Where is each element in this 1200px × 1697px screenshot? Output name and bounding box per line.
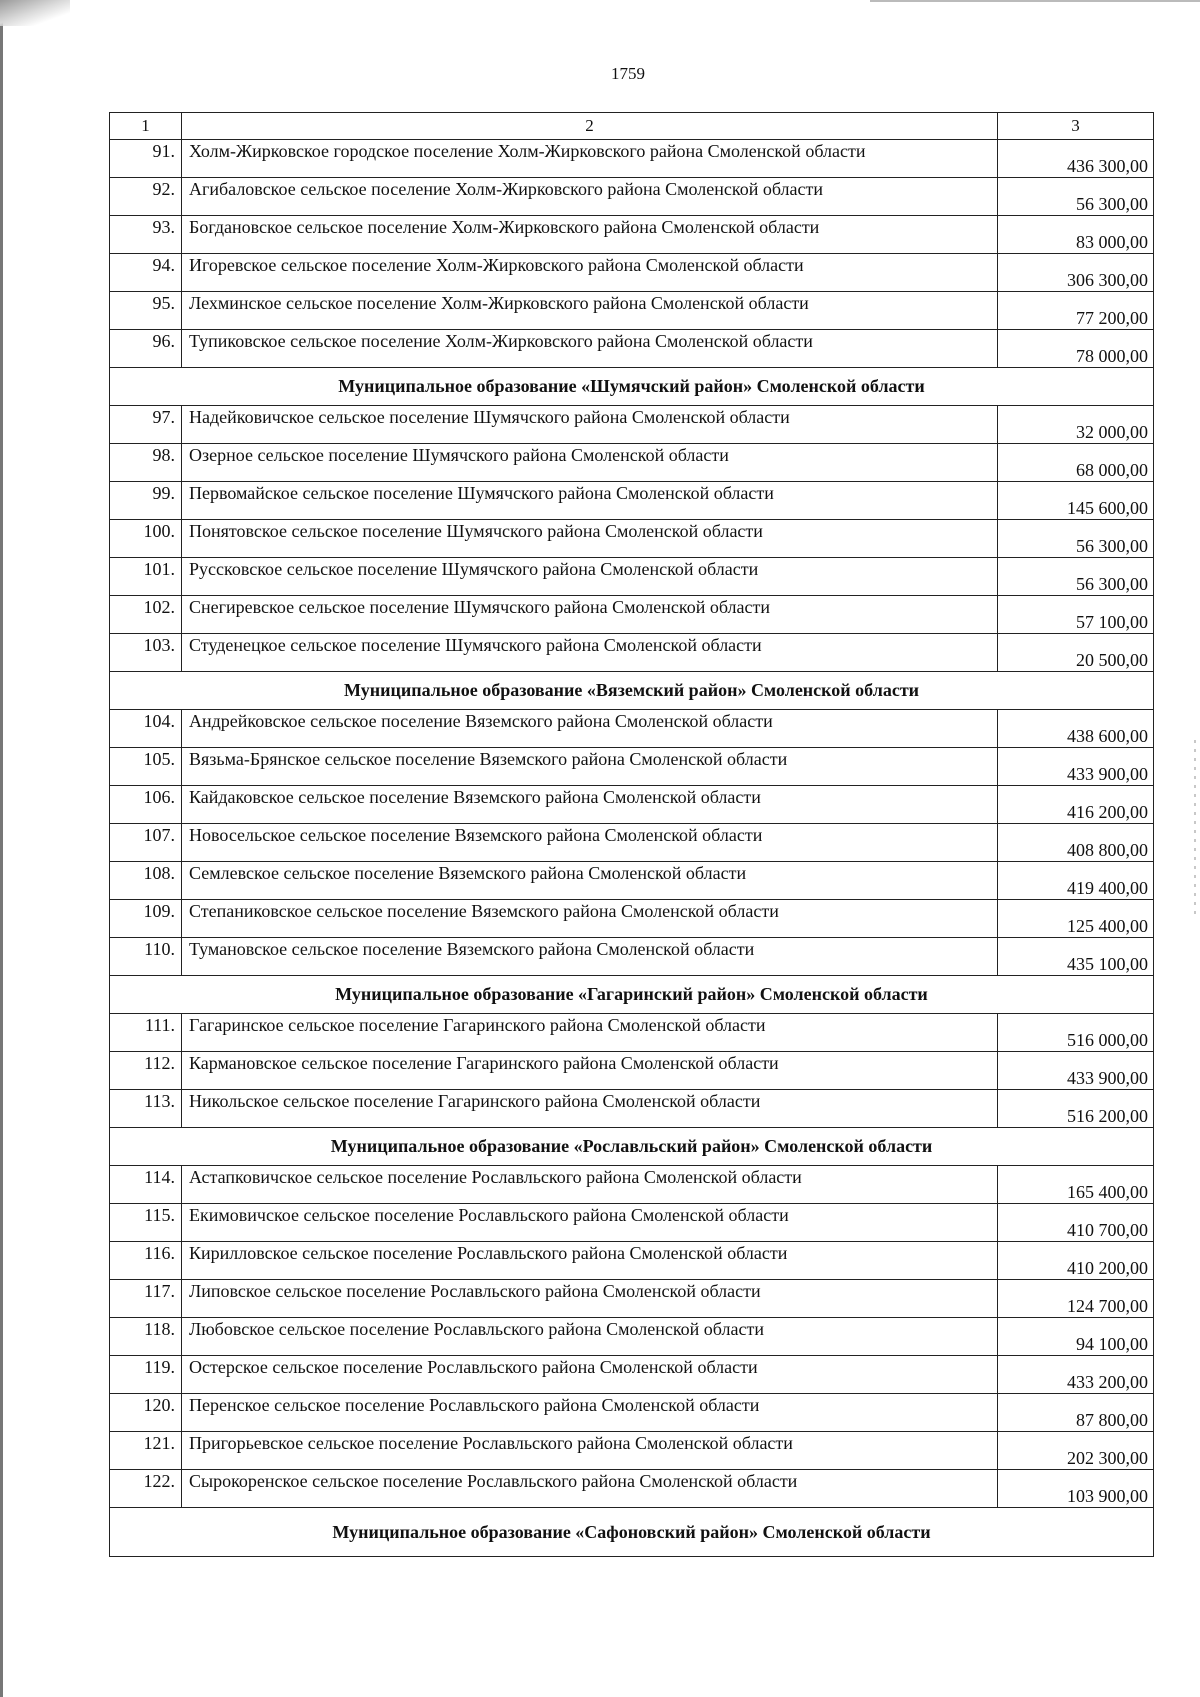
- scan-corner: [0, 0, 70, 26]
- row-number: 95.: [110, 292, 182, 330]
- row-number: 91.: [110, 140, 182, 178]
- settlement-name: Холм-Жирковское городское поселение Холм-Жирковского района Смоленской области: [182, 140, 998, 178]
- amount-value: 83 000,00: [998, 216, 1154, 254]
- settlement-name: Студенецкое сельское поселение Шумячского района Смоленской области: [182, 634, 998, 672]
- amount-value: 124 700,00: [998, 1280, 1154, 1318]
- row-number: 113.: [110, 1090, 182, 1128]
- amount-value: 433 200,00: [998, 1356, 1154, 1394]
- settlement-name: Любовское сельское поселение Рославльского района Смоленской области: [182, 1318, 998, 1356]
- row-number: 114.: [110, 1166, 182, 1204]
- table-header-row: [110, 113, 1154, 140]
- row-number: 97.: [110, 406, 182, 444]
- settlement-name: Степаниковское сельское поселение Вяземского района Смоленской области: [182, 900, 998, 938]
- settlement-name: Кайдаковское сельское поселение Вяземского района Смоленской области: [182, 786, 998, 824]
- table-row: [110, 596, 1154, 634]
- amount-value: 77 200,00: [998, 292, 1154, 330]
- settlement-name: Семлевское сельское поселение Вяземского района Смоленской области: [182, 862, 998, 900]
- amount-value: 433 900,00: [998, 748, 1154, 786]
- table-row: [110, 558, 1154, 596]
- table-row: [110, 1014, 1154, 1052]
- settlement-name: Пригорьевское сельское поселение Рославльского района Смоленской области: [182, 1432, 998, 1470]
- table-row: [110, 140, 1154, 178]
- table-row: [110, 1280, 1154, 1318]
- amount-value: 433 900,00: [998, 1052, 1154, 1090]
- table-body: [110, 113, 1154, 1557]
- table-row: [110, 862, 1154, 900]
- amount-value: 145 600,00: [998, 482, 1154, 520]
- settlement-name: Тумановское сельское поселение Вяземского района Смоленской области: [182, 938, 998, 976]
- scan-top-line: [870, 0, 1200, 2]
- amount-value: 438 600,00: [998, 710, 1154, 748]
- row-number: 109.: [110, 900, 182, 938]
- settlement-name: Игоревское сельское поселение Холм-Жирковского района Смоленской области: [182, 254, 998, 292]
- amount-value: 202 300,00: [998, 1432, 1154, 1470]
- table-row: [110, 1204, 1154, 1242]
- settlement-name: Кармановское сельское поселение Гагаринского района Смоленской области: [182, 1052, 998, 1090]
- amount-value: 435 100,00: [998, 938, 1154, 976]
- table-row: [110, 330, 1154, 368]
- table-row: [110, 1090, 1154, 1128]
- table-row: [110, 748, 1154, 786]
- amount-value: 408 800,00: [998, 824, 1154, 862]
- table-row: [110, 520, 1154, 558]
- amount-value: 125 400,00: [998, 900, 1154, 938]
- column-header-1: 1: [110, 113, 182, 140]
- section-heading: Муниципальное образование «Рославльский район» Смоленской области: [110, 1128, 1154, 1166]
- row-number: 117.: [110, 1280, 182, 1318]
- table-row: [110, 444, 1154, 482]
- row-number: 115.: [110, 1204, 182, 1242]
- settlement-name: Гагаринское сельское поселение Гагаринского района Смоленской области: [182, 1014, 998, 1052]
- amount-value: 68 000,00: [998, 444, 1154, 482]
- amount-value: 103 900,00: [998, 1470, 1154, 1508]
- row-number: 116.: [110, 1242, 182, 1280]
- table-row: [110, 292, 1154, 330]
- settlement-name: Кирилловское сельское поселение Рославльского района Смоленской области: [182, 1242, 998, 1280]
- section-heading: Муниципальное образование «Гагаринский район» Смоленской области: [110, 976, 1154, 1014]
- table-row: [110, 406, 1154, 444]
- table-row: [110, 216, 1154, 254]
- row-number: 119.: [110, 1356, 182, 1394]
- section-heading: Муниципальное образование «Сафоновский район» Смоленской области: [110, 1508, 1154, 1557]
- table-row: [110, 710, 1154, 748]
- row-number: 102.: [110, 596, 182, 634]
- table-row: [110, 786, 1154, 824]
- table-row: [110, 824, 1154, 862]
- settlement-name: Липовское сельское поселение Рославльского района Смоленской области: [182, 1280, 998, 1318]
- settlement-name: Никольское сельское поселение Гагаринского района Смоленской области: [182, 1090, 998, 1128]
- settlement-name: Снегиревское сельское поселение Шумячского района Смоленской области: [182, 596, 998, 634]
- section-heading-row: [110, 1508, 1154, 1557]
- table-row: [110, 900, 1154, 938]
- amount-value: 416 200,00: [998, 786, 1154, 824]
- document-table: [109, 112, 1154, 1557]
- row-number: 94.: [110, 254, 182, 292]
- settlement-name: Сырокоренское сельское поселение Рославльского района Смоленской области: [182, 1470, 998, 1508]
- row-number: 112.: [110, 1052, 182, 1090]
- section-heading: Муниципальное образование «Вяземский район» Смоленской области: [110, 672, 1154, 710]
- amount-value: 419 400,00: [998, 862, 1154, 900]
- table-row: [110, 1166, 1154, 1204]
- settlement-name: Тупиковское сельское поселение Холм-Жирковского района Смоленской области: [182, 330, 998, 368]
- row-number: 111.: [110, 1014, 182, 1052]
- row-number: 98.: [110, 444, 182, 482]
- column-header-3: 3: [998, 113, 1154, 140]
- scan-edge-left: [0, 0, 3, 1697]
- settlement-name: Остерское сельское поселение Рославльского района Смоленской области: [182, 1356, 998, 1394]
- amount-value: 57 100,00: [998, 596, 1154, 634]
- amount-value: 165 400,00: [998, 1166, 1154, 1204]
- row-number: 104.: [110, 710, 182, 748]
- section-heading-row: [110, 976, 1154, 1014]
- section-heading-row: [110, 1128, 1154, 1166]
- amount-value: 516 000,00: [998, 1014, 1154, 1052]
- table-row: [110, 1432, 1154, 1470]
- settlement-name: Вязьма-Брянское сельское поселение Вяземского района Смоленской области: [182, 748, 998, 786]
- row-number: 118.: [110, 1318, 182, 1356]
- settlement-name: Лехминское сельское поселение Холм-Жирковского района Смоленской области: [182, 292, 998, 330]
- settlement-name: Надейковичское сельское поселение Шумячского района Смоленской области: [182, 406, 998, 444]
- table-row: [110, 634, 1154, 672]
- table-row: [110, 1394, 1154, 1432]
- table-row: [110, 1052, 1154, 1090]
- row-number: 110.: [110, 938, 182, 976]
- settlement-name: Руссковское сельское поселение Шумячского района Смоленской области: [182, 558, 998, 596]
- settlement-name: Агибаловское сельское поселение Холм-Жирковского района Смоленской области: [182, 178, 998, 216]
- table-row: [110, 1318, 1154, 1356]
- settlement-name: Озерное сельское поселение Шумячского района Смоленской области: [182, 444, 998, 482]
- table-row: [110, 254, 1154, 292]
- settlement-name: Астапковичское сельское поселение Рославльского района Смоленской области: [182, 1166, 998, 1204]
- row-number: 122.: [110, 1470, 182, 1508]
- row-number: 99.: [110, 482, 182, 520]
- row-number: 92.: [110, 178, 182, 216]
- settlement-name: Екимовичское сельское поселение Рославльского района Смоленской области: [182, 1204, 998, 1242]
- amount-value: 436 300,00: [998, 140, 1154, 178]
- section-heading: Муниципальное образование «Шумячский район» Смоленской области: [110, 368, 1154, 406]
- row-number: 93.: [110, 216, 182, 254]
- page-number: 1759: [611, 64, 645, 83]
- row-number: 108.: [110, 862, 182, 900]
- row-number: 107.: [110, 824, 182, 862]
- row-number: 100.: [110, 520, 182, 558]
- amount-value: 20 500,00: [998, 634, 1154, 672]
- amount-value: 32 000,00: [998, 406, 1154, 444]
- settlement-name: Первомайское сельское поселение Шумячского района Смоленской области: [182, 482, 998, 520]
- amount-value: 56 300,00: [998, 520, 1154, 558]
- settlement-name: Понятовское сельское поселение Шумячского района Смоленской области: [182, 520, 998, 558]
- table-row: [110, 178, 1154, 216]
- amount-value: 94 100,00: [998, 1318, 1154, 1356]
- table-row: [110, 1356, 1154, 1394]
- table-row: [110, 938, 1154, 976]
- amount-value: 410 700,00: [998, 1204, 1154, 1242]
- settlement-name: Богдановское сельское поселение Холм-Жирковского района Смоленской области: [182, 216, 998, 254]
- row-number: 121.: [110, 1432, 182, 1470]
- row-number: 101.: [110, 558, 182, 596]
- row-number: 120.: [110, 1394, 182, 1432]
- column-header-2: 2: [182, 113, 998, 140]
- amount-value: 56 300,00: [998, 558, 1154, 596]
- table-row: [110, 1470, 1154, 1508]
- scan-right-dots: [1194, 740, 1196, 920]
- amount-value: 516 200,00: [998, 1090, 1154, 1128]
- section-heading-row: [110, 368, 1154, 406]
- row-number: 96.: [110, 330, 182, 368]
- amount-value: 87 800,00: [998, 1394, 1154, 1432]
- settlement-name: Новосельское сельское поселение Вяземского района Смоленской области: [182, 824, 998, 862]
- row-number: 103.: [110, 634, 182, 672]
- amount-value: 306 300,00: [998, 254, 1154, 292]
- amount-value: 78 000,00: [998, 330, 1154, 368]
- amount-value: 56 300,00: [998, 178, 1154, 216]
- amount-value: 410 200,00: [998, 1242, 1154, 1280]
- section-heading-row: [110, 672, 1154, 710]
- row-number: 106.: [110, 786, 182, 824]
- settlement-name: Перенское сельское поселение Рославльского района Смоленской области: [182, 1394, 998, 1432]
- row-number: 105.: [110, 748, 182, 786]
- settlement-name: Андрейковское сельское поселение Вяземского района Смоленской области: [182, 710, 998, 748]
- table-row: [110, 1242, 1154, 1280]
- table-row: [110, 482, 1154, 520]
